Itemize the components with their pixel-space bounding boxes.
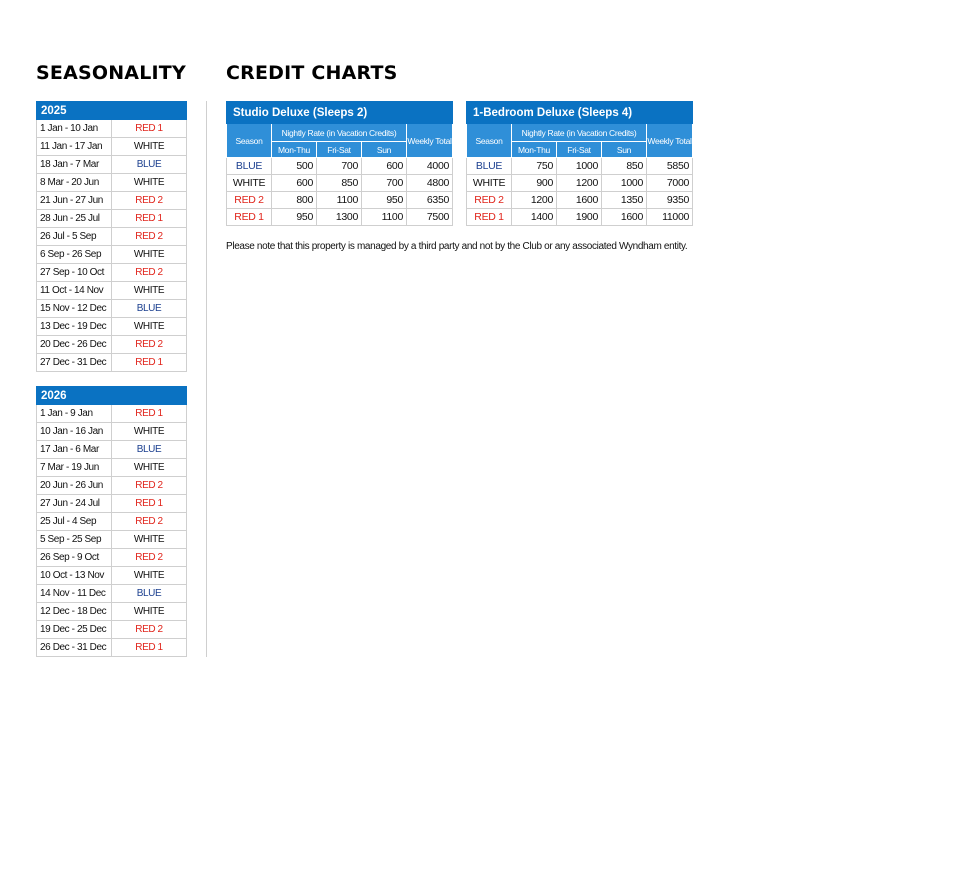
date-range: 26 Sep - 9 Oct [37, 549, 112, 567]
sun-credits: 1100 [362, 209, 407, 226]
date-range: 18 Jan - 7 Mar [37, 156, 112, 174]
seasonality-year-header: 2026 [37, 387, 187, 405]
table-row [37, 639, 187, 657]
season-label: RED 2 [467, 192, 512, 209]
season-label: RED 1 [112, 639, 187, 657]
date-range: 28 Jun - 25 Jul [37, 210, 112, 228]
table-row [37, 459, 187, 477]
table-row [227, 175, 453, 192]
table-row [37, 336, 187, 354]
season-label: RED 2 [112, 264, 187, 282]
season-label: RED 2 [227, 192, 272, 209]
season-label: BLUE [112, 300, 187, 318]
season-column-header: Season [227, 124, 272, 158]
sun-credits: 600 [362, 158, 407, 175]
weekly-total-credits: 9350 [647, 192, 693, 209]
nightly-rate-header: Nightly Rate (in Vacation Credits) [512, 124, 647, 142]
nightly-rate-header: Nightly Rate (in Vacation Credits) [272, 124, 407, 142]
season-label: RED 2 [112, 549, 187, 567]
season-label: BLUE [467, 158, 512, 175]
mon-thu-credits: 750 [512, 158, 557, 175]
date-range: 27 Sep - 10 Oct [37, 264, 112, 282]
weekly-total-credits: 7500 [407, 209, 453, 226]
column-divider [206, 101, 207, 657]
table-row [37, 405, 187, 423]
date-range: 11 Oct - 14 Nov [37, 282, 112, 300]
table-row [37, 210, 187, 228]
sun-credits: 1350 [602, 192, 647, 209]
season-label: WHITE [112, 282, 187, 300]
third-party-note: Please note that this property is managed by a third party and not by the Club or any associated Wyndham entity. [226, 241, 688, 252]
mon-thu-credits: 600 [272, 175, 317, 192]
date-range: 27 Dec - 31 Dec [37, 354, 112, 372]
season-label: RED 1 [227, 209, 272, 226]
credit-rows [467, 158, 693, 226]
sun-credits: 700 [362, 175, 407, 192]
table-row [467, 192, 693, 209]
table-row [37, 477, 187, 495]
fri-sat-credits: 1200 [557, 175, 602, 192]
mon-thu-header: Mon-Thu [512, 142, 557, 158]
date-range: 19 Dec - 25 Dec [37, 621, 112, 639]
fri-sat-credits: 700 [317, 158, 362, 175]
seasonality-rows [37, 405, 187, 657]
seasonality-year-header: 2025 [37, 102, 187, 120]
season-column-header: Season [467, 124, 512, 158]
date-range: 10 Oct - 13 Nov [37, 567, 112, 585]
date-range: 26 Dec - 31 Dec [37, 639, 112, 657]
date-range: 27 Jun - 24 Jul [37, 495, 112, 513]
credit-chart-title: 1-Bedroom Deluxe (Sleeps 4) [467, 102, 693, 124]
mon-thu-credits: 900 [512, 175, 557, 192]
table-row [467, 175, 693, 192]
season-label: WHITE [467, 175, 512, 192]
season-label: WHITE [112, 459, 187, 477]
fri-sat-credits: 1300 [317, 209, 362, 226]
date-range: 15 Nov - 12 Dec [37, 300, 112, 318]
season-label: RED 2 [112, 621, 187, 639]
table-row [37, 156, 187, 174]
season-label: RED 1 [112, 495, 187, 513]
table-row [37, 300, 187, 318]
table-row [37, 228, 187, 246]
seasonality-heading: SEASONALITY [36, 62, 186, 84]
season-label: WHITE [112, 603, 187, 621]
mon-thu-credits: 1200 [512, 192, 557, 209]
date-range: 10 Jan - 16 Jan [37, 423, 112, 441]
weekly-total-credits: 6350 [407, 192, 453, 209]
table-row [37, 531, 187, 549]
season-label: RED 2 [112, 477, 187, 495]
table-row [227, 209, 453, 226]
table-row [467, 209, 693, 226]
season-label: RED 2 [112, 336, 187, 354]
mon-thu-credits: 1400 [512, 209, 557, 226]
date-range: 17 Jan - 6 Mar [37, 441, 112, 459]
table-row [467, 158, 693, 175]
mon-thu-credits: 950 [272, 209, 317, 226]
weekly-total-header: Weekly Total [647, 124, 693, 158]
season-label: WHITE [112, 246, 187, 264]
date-range: 5 Sep - 25 Sep [37, 531, 112, 549]
date-range: 1 Jan - 10 Jan [37, 120, 112, 138]
season-label: WHITE [112, 531, 187, 549]
mon-thu-header: Mon-Thu [272, 142, 317, 158]
table-row [37, 621, 187, 639]
sun-credits: 850 [602, 158, 647, 175]
date-range: 6 Sep - 26 Sep [37, 246, 112, 264]
weekly-total-credits: 4800 [407, 175, 453, 192]
sun-credits: 1600 [602, 209, 647, 226]
weekly-total-credits: 7000 [647, 175, 693, 192]
seasonality-table-2026 [36, 386, 187, 657]
season-label: RED 1 [112, 354, 187, 372]
fri-sat-credits: 1600 [557, 192, 602, 209]
table-row [37, 246, 187, 264]
season-label: RED 1 [112, 120, 187, 138]
date-range: 12 Dec - 18 Dec [37, 603, 112, 621]
date-range: 20 Jun - 26 Jun [37, 477, 112, 495]
table-row [37, 549, 187, 567]
table-row [37, 282, 187, 300]
season-label: BLUE [227, 158, 272, 175]
date-range: 7 Mar - 19 Jun [37, 459, 112, 477]
date-range: 14 Nov - 11 Dec [37, 585, 112, 603]
season-label: BLUE [112, 156, 187, 174]
credit-charts-heading: CREDIT CHARTS [226, 62, 398, 84]
mon-thu-credits: 500 [272, 158, 317, 175]
date-range: 1 Jan - 9 Jan [37, 405, 112, 423]
season-label: RED 2 [112, 228, 187, 246]
seasonality-rows [37, 120, 187, 372]
season-label: RED 1 [467, 209, 512, 226]
credit-chart-title: Studio Deluxe (Sleeps 2) [227, 102, 453, 124]
table-row [37, 354, 187, 372]
mon-thu-credits: 800 [272, 192, 317, 209]
season-label: RED 1 [112, 210, 187, 228]
weekly-total-credits: 11000 [647, 209, 693, 226]
table-row [37, 318, 187, 336]
table-row [37, 120, 187, 138]
season-label: WHITE [112, 567, 187, 585]
fri-sat-header: Fri-Sat [557, 142, 602, 158]
seasonality-table-2025 [36, 101, 187, 372]
table-row [37, 264, 187, 282]
season-label: BLUE [112, 441, 187, 459]
season-label: WHITE [112, 318, 187, 336]
date-range: 21 Jun - 27 Jun [37, 192, 112, 210]
season-label: WHITE [112, 138, 187, 156]
fri-sat-credits: 1100 [317, 192, 362, 209]
season-label: WHITE [112, 423, 187, 441]
date-range: 13 Dec - 19 Dec [37, 318, 112, 336]
date-range: 26 Jul - 5 Sep [37, 228, 112, 246]
sun-header: Sun [602, 142, 647, 158]
table-row [37, 567, 187, 585]
fri-sat-credits: 1900 [557, 209, 602, 226]
table-row [37, 441, 187, 459]
season-label: WHITE [112, 174, 187, 192]
credit-rows [227, 158, 453, 226]
table-row [37, 495, 187, 513]
table-row [37, 603, 187, 621]
sun-credits: 1000 [602, 175, 647, 192]
season-label: RED 2 [112, 513, 187, 531]
sun-header: Sun [362, 142, 407, 158]
weekly-total-credits: 4000 [407, 158, 453, 175]
weekly-total-header: Weekly Total [407, 124, 453, 158]
weekly-total-credits: 5850 [647, 158, 693, 175]
table-row [37, 192, 187, 210]
credit-chart-studio-deluxe [226, 101, 453, 226]
table-row [37, 423, 187, 441]
table-row [37, 513, 187, 531]
table-row [227, 158, 453, 175]
sun-credits: 950 [362, 192, 407, 209]
table-row [37, 174, 187, 192]
date-range: 11 Jan - 17 Jan [37, 138, 112, 156]
season-label: RED 2 [112, 192, 187, 210]
fri-sat-credits: 850 [317, 175, 362, 192]
season-label: BLUE [112, 585, 187, 603]
table-row [227, 192, 453, 209]
season-label: RED 1 [112, 405, 187, 423]
fri-sat-header: Fri-Sat [317, 142, 362, 158]
date-range: 25 Jul - 4 Sep [37, 513, 112, 531]
table-row [37, 138, 187, 156]
fri-sat-credits: 1000 [557, 158, 602, 175]
credit-chart-1-bedroom-deluxe [466, 101, 693, 226]
season-label: WHITE [227, 175, 272, 192]
date-range: 20 Dec - 26 Dec [37, 336, 112, 354]
table-row [37, 585, 187, 603]
date-range: 8 Mar - 20 Jun [37, 174, 112, 192]
